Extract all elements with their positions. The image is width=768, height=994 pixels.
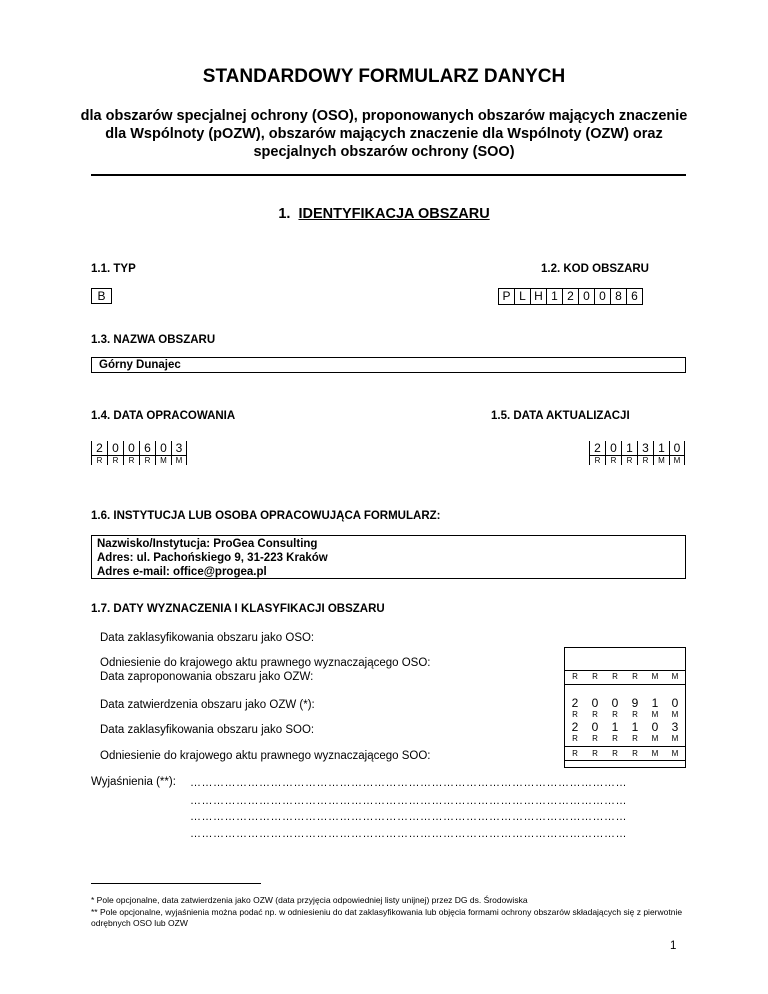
kod-char: 1 — [547, 289, 563, 304]
daty-ozw-prop: Data zaproponowania obszaru jako OZW: — [100, 671, 314, 683]
legend-row-soo: R R R R M M — [572, 749, 679, 758]
date-legend: R — [139, 455, 155, 465]
instytucja-email: Adres e-mail: office@progea.pl — [97, 566, 267, 578]
kod-char: P — [499, 289, 515, 304]
kod-cells — [498, 288, 643, 305]
data-aktualizacji-date — [589, 441, 685, 465]
document-title: STANDARDOWY FORMULARZ DANYCH — [202, 66, 566, 87]
daty-label: 1.7. DATY WYZNACZENIA I KLASYFIKACJI OBSZARU — [91, 603, 385, 615]
grid-line — [565, 760, 685, 761]
header-divider — [91, 174, 686, 176]
kod-char: 0 — [579, 289, 595, 304]
daty-ozw-zatw: Data zatwierdzenia obszaru jako OZW (*): — [100, 699, 315, 711]
date-legend: M — [155, 455, 171, 465]
date-digit: 0 — [123, 441, 139, 455]
footnote-divider — [91, 883, 261, 884]
date-legend: M — [669, 455, 685, 465]
date-legend: M — [653, 455, 669, 465]
date-digit: 0 — [605, 441, 621, 455]
grid-line — [565, 684, 685, 685]
kod-char: 6 — [627, 289, 643, 304]
section-title — [0, 206, 768, 222]
grid-line — [565, 746, 685, 747]
wyjasnienia-line: …………………………………………………………………………………………………… — [190, 828, 627, 840]
date-digit: 1 — [621, 441, 637, 455]
date-legend: R — [107, 455, 123, 465]
footnote-1: * Pole opcjonalne, data zatwierdzenia jako OZW (data przyjęcia odpowiedniej listy unijnej) przez DG ds. Środowiska — [91, 895, 528, 905]
data-aktualizacji-label: 1.5. DATA AKTUALIZACJI — [491, 410, 630, 422]
date-legend: R — [621, 455, 637, 465]
section-heading: IDENTYFIKACJA OBSZARU — [298, 206, 490, 222]
typ-label: 1.1. TYP — [91, 263, 136, 275]
kod-label: 1.2. KOD OBSZARU — [541, 263, 649, 275]
legend-row-ozw-prop: R R R R M M — [572, 710, 679, 719]
typ-value: B — [91, 288, 112, 304]
kod-char: L — [515, 289, 531, 304]
page-number: 1 — [670, 940, 677, 952]
nazwa-label: 1.3. NAZWA OBSZARU — [91, 334, 216, 346]
date-legend: M — [171, 455, 187, 465]
footnote-2: ** Pole opcjonalne, wyjaśnienia można podać np. w odniesieniu do dat zaklasyfikowania lub objęcia formami ochrony obszarów składających się z pierwotnie odrębnych OSO lub OZW — [91, 907, 683, 928]
date-digit: 1 — [653, 441, 669, 455]
date-digit: 3 — [171, 441, 187, 455]
wyjasnienia-label: Wyjaśnienia (**): — [91, 776, 176, 788]
instytucja-label: 1.6. INSTYTUCJA LUB OSOBA OPRACOWUJĄCA FORMULARZ: — [91, 510, 441, 522]
ozw-prop-digits: 2 0 0 9 1 0 — [571, 696, 679, 710]
nazwa-value: Górny Dunajec — [91, 357, 686, 373]
wyjasnienia-line: …………………………………………………………………………………………………… — [190, 795, 627, 807]
ozw-zatw-digits: 2 0 1 1 0 3 — [571, 720, 679, 734]
date-legend: R — [91, 455, 107, 465]
date-legend: R — [589, 455, 605, 465]
date-digit: 2 — [91, 441, 107, 455]
instytucja-name: Nazwisko/Instytucja: ProGea Consulting — [97, 538, 318, 550]
daty-grid — [564, 647, 686, 768]
kod-char: 0 — [595, 289, 611, 304]
legend-row-oso: R R R R M M — [572, 672, 679, 681]
date-digit: 0 — [669, 441, 685, 455]
date-digit: 0 — [155, 441, 171, 455]
instytucja-address: Adres: ul. Pachońskiego 9, 31-223 Kraków — [97, 552, 328, 564]
wyjasnienia-line: …………………………………………………………………………………………………… — [190, 811, 627, 823]
kod-char: 2 — [563, 289, 579, 304]
daty-oso-akt: Odniesienie do krajowego aktu prawnego wyznaczającego OSO: — [100, 657, 431, 669]
kod-char: 8 — [611, 289, 627, 304]
section-number: 1. — [278, 206, 291, 222]
daty-soo-akt: Odniesienie do krajowego aktu prawnego wyznaczającego SOO: — [100, 750, 431, 762]
date-legend: R — [637, 455, 653, 465]
data-opracowania-label: 1.4. DATA OPRACOWANIA — [91, 410, 236, 422]
legend-row-ozw-zatw: R R R R M M — [572, 734, 679, 743]
date-digit: 3 — [637, 441, 653, 455]
data-opracowania-date — [91, 441, 187, 465]
document-subtitle: dla obszarów specjalnej ochrony (OSO), proponowanych obszarów mających znaczenie dla Wspólnoty (pOZW), obszarów mających znaczenie dla Wspólnoty (OZW) oraz specjalnych obszarów ochrony (SOO) — [80, 108, 688, 160]
date-digit: 6 — [139, 441, 155, 455]
instytucja-box — [91, 535, 686, 579]
daty-oso: Data zaklasyfikowania obszaru jako OSO: — [100, 632, 315, 644]
date-legend: R — [605, 455, 621, 465]
kod-char: H — [531, 289, 547, 304]
grid-line — [565, 670, 685, 671]
date-digit: 0 — [107, 441, 123, 455]
daty-soo: Data zaklasyfikowania obszaru jako SOO: — [100, 724, 315, 736]
wyjasnienia-line: …………………………………………………………………………………………………… — [190, 777, 627, 789]
date-legend: R — [123, 455, 139, 465]
date-digit: 2 — [589, 441, 605, 455]
